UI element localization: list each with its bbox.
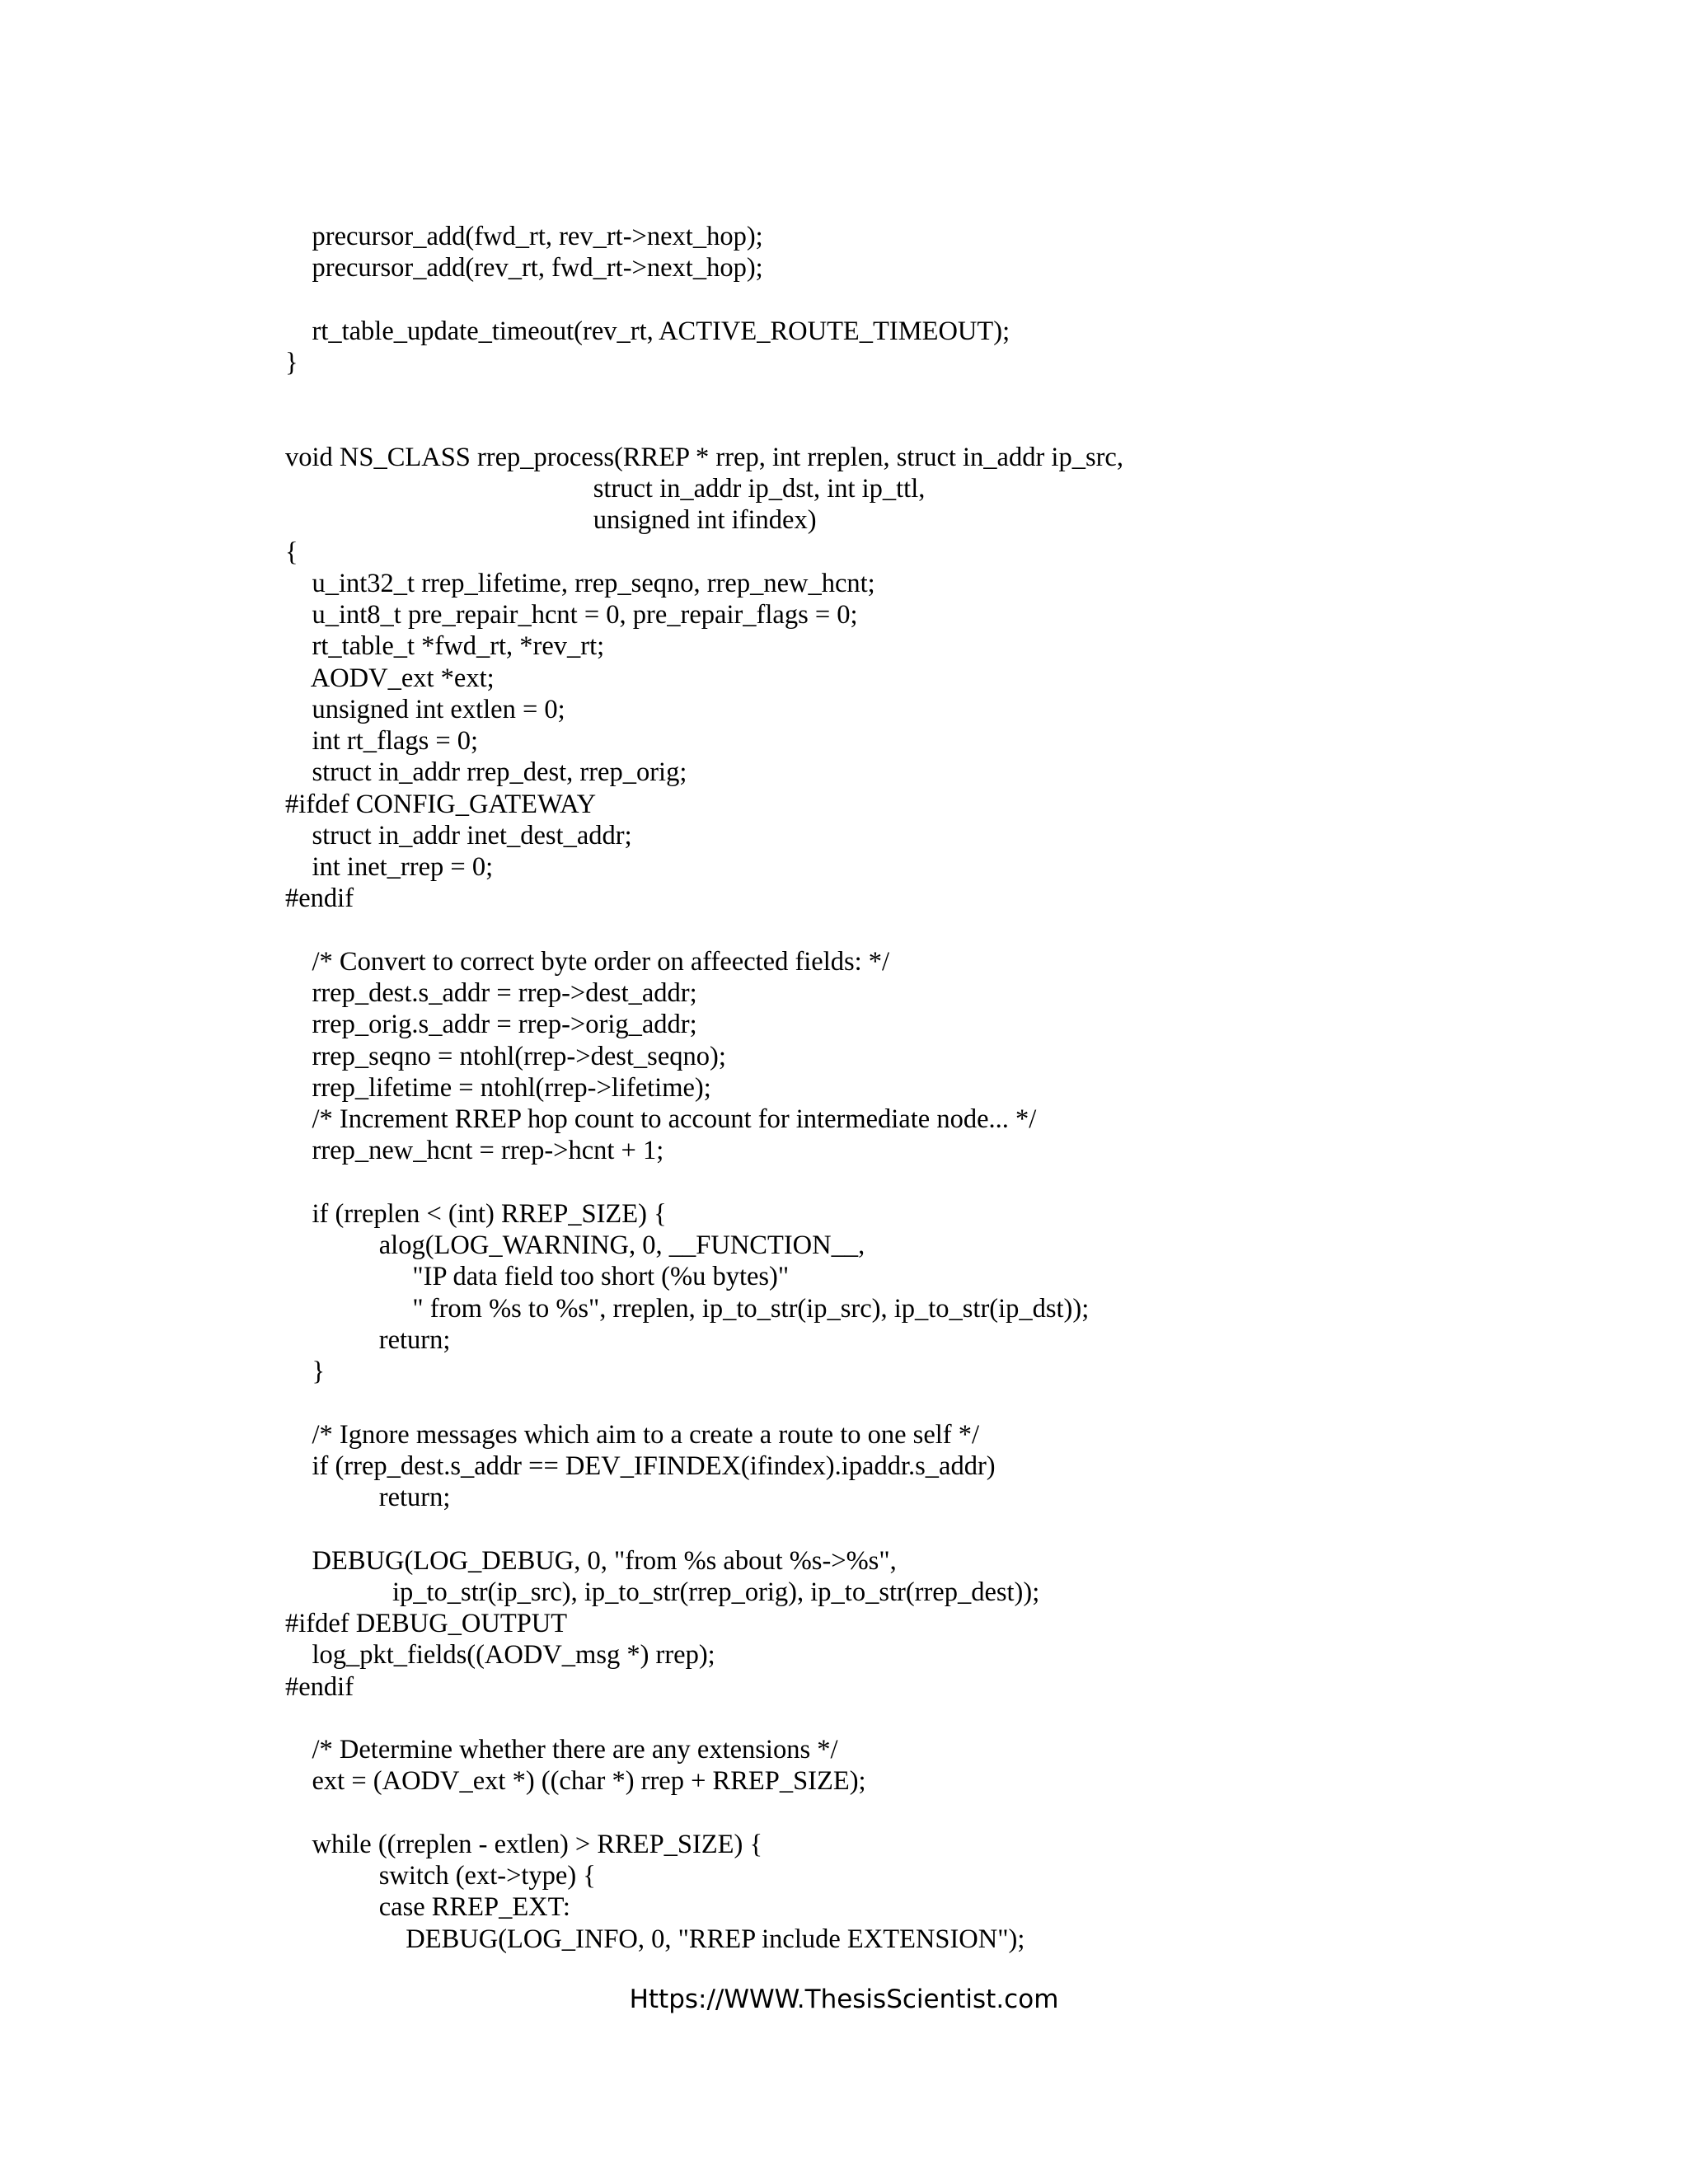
code-line: rrep_new_hcnt = rrep->hcnt + 1; [285, 1136, 664, 1166]
code-line: AODV_ext *ext; [285, 663, 495, 693]
code-line: precursor_add(fwd_rt, rev_rt->next_hop); [285, 222, 763, 251]
code-line: struct in_addr ip_dst, int ip_ttl, [285, 474, 926, 504]
footer-url: Https://WWW.ThesisScientist.com [629, 1985, 1059, 2014]
code-line: DEBUG(LOG_DEBUG, 0, "from %s about %s->%s", [285, 1545, 897, 1576]
code-line: u_int8_t pre_repair_hcnt = 0, pre_repair_flags = 0; [285, 600, 858, 630]
code-line: } [285, 1357, 326, 1386]
code-line: unsigned int ifindex) [285, 505, 817, 536]
code-line: /* Determine whether there are any extensions */ [285, 1735, 838, 1765]
code-line: #endif [285, 883, 354, 914]
code-line: #endif [285, 1671, 354, 1702]
code-line: { [285, 537, 298, 567]
code-line: ip_to_str(ip_src), ip_to_str(rrep_orig), ip_to_str(rrep_dest)); [285, 1577, 1040, 1607]
code-line: " from %s to %s", rreplen, ip_to_str(ip_src), ip_to_str(ip_dst)); [285, 1293, 1090, 1324]
code-line [285, 1167, 1123, 1198]
code-line: ext = (AODV_ext *) ((char *) rrep + RREP_SIZE); [285, 1766, 866, 1797]
code-line: int inet_rrep = 0; [285, 852, 494, 882]
code-line: struct in_addr inet_dest_addr; [285, 820, 632, 851]
code-line: rrep_seqno = ntohl(rrep->dest_seqno); [285, 1041, 726, 1071]
code-line [285, 284, 1123, 316]
code-line [285, 1703, 1123, 1734]
code-line [285, 410, 1123, 442]
code-line: switch (ext->type) { [285, 1861, 596, 1891]
code-line: #ifdef DEBUG_OUTPUT [285, 1609, 568, 1638]
code-line: /* Increment RREP hop count to account for intermediate node... */ [285, 1104, 1037, 1134]
code-line: if (rreplen < (int) RREP_SIZE) { [285, 1198, 667, 1229]
code-listing [285, 221, 1123, 1955]
code-line: return; [285, 1483, 451, 1512]
code-line [285, 1387, 1123, 1418]
code-line: DEBUG(LOG_INFO, 0, "RREP include EXTENSION"); [285, 1924, 1025, 1954]
code-line: rrep_lifetime = ntohl(rrep->lifetime); [285, 1072, 711, 1103]
code-line [285, 915, 1123, 946]
code-line: rt_table_t *fwd_rt, *rev_rt; [285, 631, 605, 662]
code-line: alog(LOG_WARNING, 0, __FUNCTION__, [285, 1230, 865, 1260]
code-line: /* Ignore messages which aim to a create a route to one self */ [285, 1419, 980, 1450]
code-line: int rt_flags = 0; [285, 726, 479, 756]
code-line: rt_table_update_timeout(rev_rt, ACTIVE_ROUTE_TIMEOUT); [285, 316, 1010, 346]
code-line [285, 1797, 1123, 1829]
code-line: log_pkt_fields((AODV_msg *) rrep); [285, 1640, 715, 1671]
code-line: precursor_add(rev_rt, fwd_rt->next_hop); [285, 253, 763, 284]
code-line: return; [285, 1324, 451, 1355]
code-line: case RREP_EXT: [285, 1892, 570, 1923]
code-line: "IP data field too short (%u bytes)" [285, 1262, 790, 1292]
code-line: unsigned int extlen = 0; [285, 694, 565, 724]
code-line: while ((rreplen - extlen) > RREP_SIZE) { [285, 1829, 763, 1859]
code-line: rrep_orig.s_addr = rrep->orig_addr; [285, 1010, 697, 1040]
code-line [285, 378, 1123, 410]
code-line: /* Convert to correct byte order on affeected fields: */ [285, 946, 890, 977]
code-line: u_int32_t rrep_lifetime, rrep_seqno, rrep_new_hcnt; [285, 568, 875, 598]
code-line: #ifdef CONFIG_GATEWAY [285, 789, 597, 819]
code-line: } [285, 348, 298, 377]
code-line: void NS_CLASS rrep_process(RREP * rrep, int rreplen, struct in_addr ip_src, [285, 442, 1123, 472]
code-line: rrep_dest.s_addr = rrep->dest_addr; [285, 978, 697, 1008]
code-line [285, 1513, 1123, 1544]
code-line: if (rrep_dest.s_addr == DEV_IFINDEX(ifindex).ipaddr.s_addr) [285, 1451, 996, 1481]
code-line: struct in_addr rrep_dest, rrep_orig; [285, 757, 687, 788]
